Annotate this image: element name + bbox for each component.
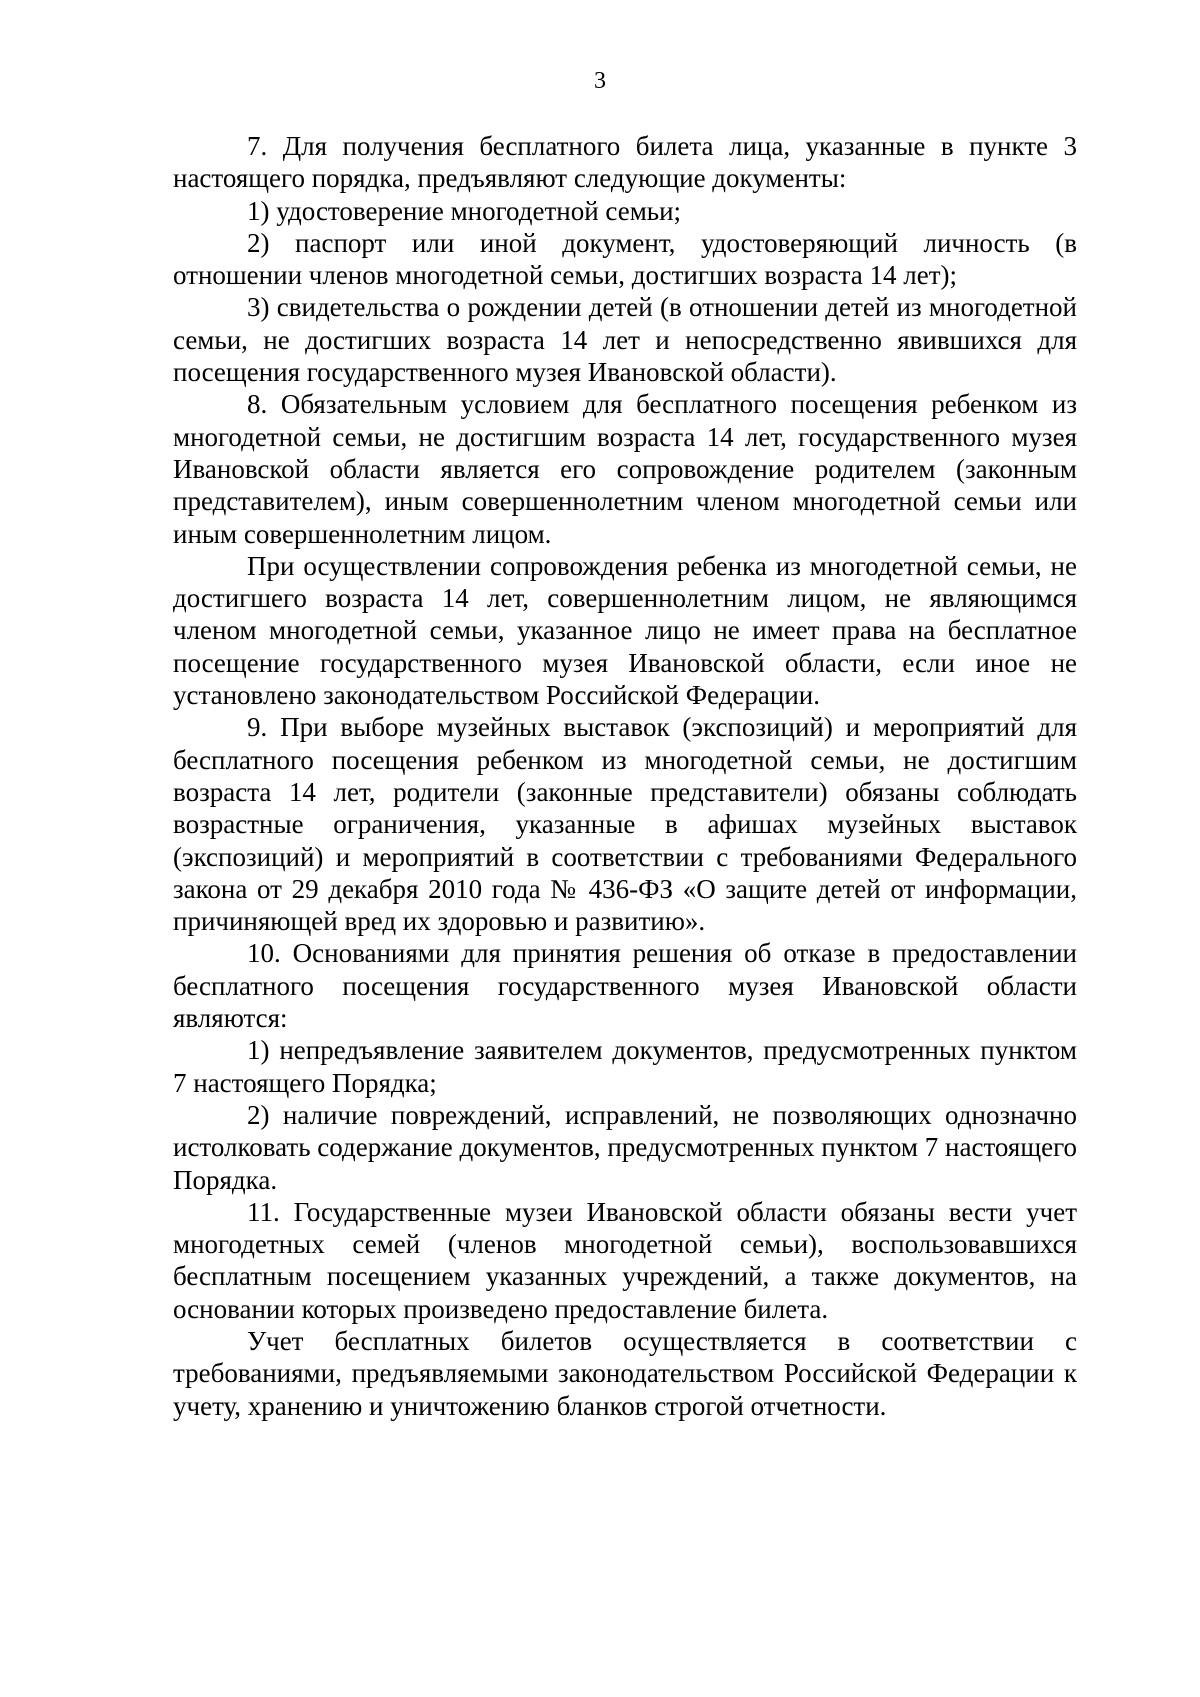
- paragraph-10-item-1: 1) непредъявление заявителем документов, предусмотренных пунктом 7 настоящего Порядка;: [173, 1035, 1077, 1098]
- paragraph-7-item-1: 1) удостоверение многодетной семьи;: [247, 195, 682, 226]
- paragraph-11: 11. Государственные музеи Ивановской области обязаны вести учет многодетных семей (членов многодетной семьи), воспользовавшихся бесплатным посещением указанных учреждений, а также документов, на основании которых произведено предоставление билета.: [173, 1196, 1077, 1324]
- paragraph-10-item-2: 2) наличие повреждений, исправлений, не позволяющих однозначно истолковать содержание документов, предусмотренных пунктом 7 настоящего Порядка.: [173, 1099, 1077, 1195]
- paragraph-7: 7. Для получения бесплатного билета лица, указанные в пункте 3 настоящего порядка, предъявляют следующие документы:: [173, 131, 1077, 194]
- paragraph-8: 8. Обязательным условием для бесплатного посещения ребенком из многодетной семьи, не достигшим возраста 14 лет, государственного музея Ивановской области является его сопровождение родителем (законным представителем), иным совершеннолетним членом многодетной семьи или иным совершеннолетним лицом.: [173, 389, 1077, 549]
- paragraph-11-continuation: Учет бесплатных билетов осуществляется в соответствии с требованиями, предъявляемыми законодательством Российской Федерации к учету, хранению и уничтожению бланков строгой отчетности.: [173, 1325, 1077, 1421]
- paragraph-7-item-2: 2) паспорт или иной документ, удостоверяющий личность (в отношении членов многодетной семьи, достигших возраста 14 лет);: [173, 227, 1077, 291]
- page-number: 3: [594, 68, 606, 94]
- paragraph-7-item-3: 3) свидетельства о рождении детей (в отношении детей из многодетной семьи, не достигших возраста 14 лет и непосредственно явившихся для посещения государственного музея Ивановской области).: [173, 292, 1077, 388]
- paragraph-10: 10. Основаниями для принятия решения об отказе в предоставлении бесплатного посещения государственного музея Ивановской области являются:: [173, 938, 1077, 1034]
- paragraph-9: 9. При выборе музейных выставок (экспозиций) и мероприятий для бесплатного посещения ребенком из многодетной семьи, не достигшим возраста 14 лет, родители (законные представители) обязаны соблюдать возрастные ограничения, указанные в афишах музейных выставок (экспозиций) и мероприятий в соответствии с требованиями Федерального закона от 29 декабря 2010 года № 436-ФЗ «О защите детей от информации, причиняющей вред их здоровью и развитию».: [173, 712, 1077, 937]
- document-body: [173, 130, 1077, 1422]
- paragraph-8-continuation: При осуществлении сопровождения ребенка из многодетной семьи, не достигшего возраста 14 лет, совершеннолетним лицом, не являющимся членом многодетной семьи, указанное лицо не имеет права на бесплатное посещение государственного музея Ивановской области, если иное не установлено законодательством Российской Федерации.: [173, 550, 1077, 711]
